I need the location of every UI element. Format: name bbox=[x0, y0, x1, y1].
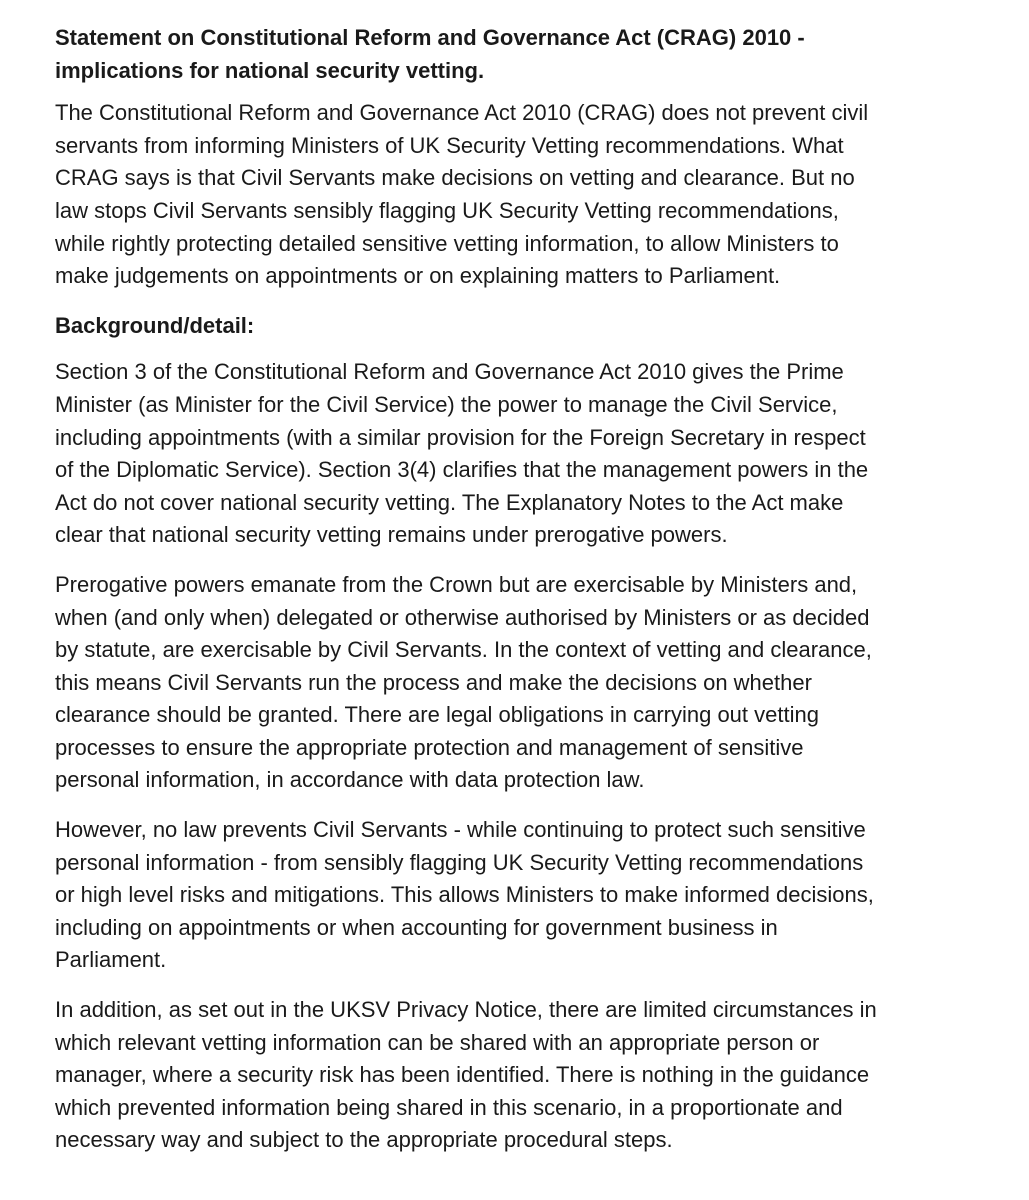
text-line: Prerogative powers emanate from the Crown but are exercisable by Ministers and, bbox=[55, 571, 858, 597]
however-paragraph bbox=[55, 814, 989, 977]
text-line: necessary way and subject to the appropriate procedural steps. bbox=[55, 1127, 673, 1153]
text-line: processes to ensure the appropriate protection and management of sensitive bbox=[55, 734, 804, 760]
text-line: make judgements on appointments or on explaining matters to Parliament. bbox=[55, 263, 781, 289]
text-line: Section 3 of the Constitutional Reform and Governance Act 2010 gives the Prime bbox=[55, 359, 844, 385]
text-line: Act do not cover national security vetting. The Explanatory Notes to the Act make bbox=[55, 489, 844, 515]
text-line: while rightly protecting detailed sensitive vetting information, to allow Ministers to bbox=[55, 230, 839, 256]
text-line: In addition, as set out in the UKSV Privacy Notice, there are limited circumstances in bbox=[55, 997, 877, 1023]
privacy-notice-paragraph bbox=[55, 994, 989, 1157]
text-line: this means Civil Servants run the process and make the decisions on whether bbox=[55, 669, 812, 695]
statement-title bbox=[55, 22, 989, 87]
title-line: implications for national security vetting. bbox=[55, 57, 485, 83]
text-line: including on appointments or when accounting for government business in bbox=[55, 914, 778, 940]
text-line: personal information - from sensibly flagging UK Security Vetting recommendations bbox=[55, 849, 864, 875]
text-line: or high level risks and mitigations. This allows Ministers to make informed decisions, bbox=[55, 882, 874, 908]
text-line: Minister (as Minister for the Civil Service) the power to manage the Civil Service, bbox=[55, 391, 838, 417]
background-heading: Background/detail: bbox=[55, 312, 255, 338]
text-line: Parliament. bbox=[55, 947, 167, 973]
text-line: law stops Civil Servants sensibly flagging UK Security Vetting recommendations, bbox=[55, 197, 839, 223]
text-line: clearance should be granted. There are legal obligations in carrying out vetting bbox=[55, 702, 819, 728]
text-line: by statute, are exercisable by Civil Servants. In the context of vetting and clearance, bbox=[55, 637, 872, 663]
text-line: manager, where a security risk has been identified. There is nothing in the guidance bbox=[55, 1062, 870, 1088]
section-3-paragraph bbox=[55, 356, 989, 552]
prerogative-powers-paragraph bbox=[55, 569, 989, 797]
intro-paragraph bbox=[55, 97, 989, 293]
text-line: clear that national security vetting remains under prerogative powers. bbox=[55, 522, 728, 548]
text-line: including appointments (with a similar provision for the Foreign Secretary in respect bbox=[55, 424, 866, 450]
text-line: CRAG says is that Civil Servants make decisions on vetting and clearance. But no bbox=[55, 165, 855, 191]
text-line: servants from informing Ministers of UK Security Vetting recommendations. What bbox=[55, 132, 844, 158]
text-line: which relevant vetting information can be shared with an appropriate person or bbox=[55, 1029, 820, 1055]
text-line: when (and only when) delegated or otherwise authorised by Ministers or as decided bbox=[55, 604, 870, 630]
text-line: of the Diplomatic Service). Section 3(4) clarifies that the management powers in the bbox=[55, 457, 869, 483]
title-line: Statement on Constitutional Reform and Governance Act (CRAG) 2010 - bbox=[55, 25, 805, 50]
text-line: However, no law prevents Civil Servants - while continuing to protect such sensitive bbox=[55, 817, 866, 843]
text-line: which prevented information being shared in this scenario, in a proportionate and bbox=[55, 1094, 843, 1120]
text-line: personal information, in accordance with data protection law. bbox=[55, 767, 645, 793]
text-line: The Constitutional Reform and Governance Act 2010 (CRAG) does not prevent civil bbox=[55, 100, 869, 126]
